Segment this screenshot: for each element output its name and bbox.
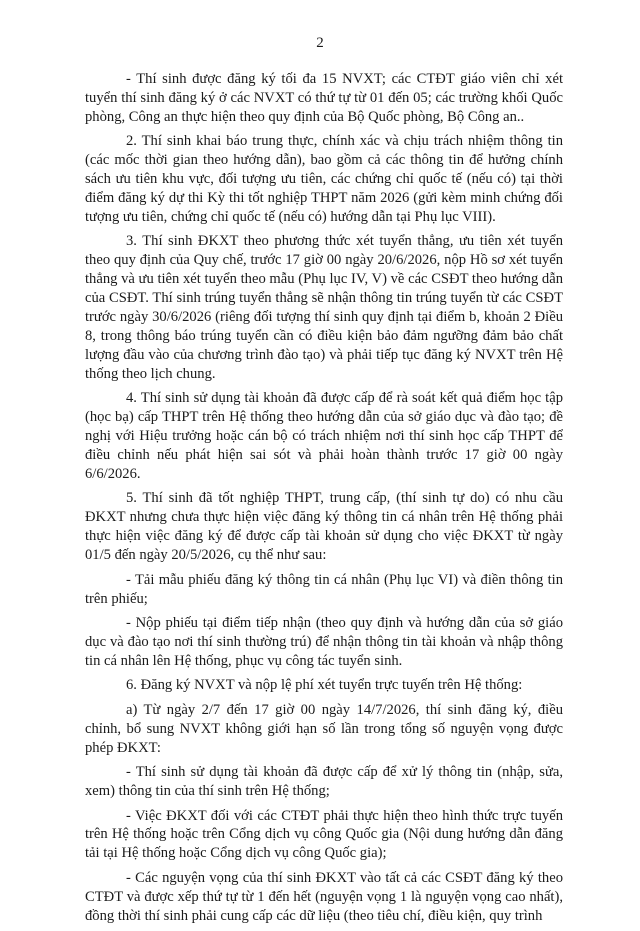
paragraph-item-5-submit-form: - Nộp phiếu tại điểm tiếp nhận (theo quy định và hướng dẫn của sở giáo dục và đào tạo nơi thí sinh thường trú) để nhận thông tin tài khoản và nhập thông tin cá nhân lên Hệ thống, phục vụ công tác tuyển sinh. [85, 615, 563, 669]
paragraph-item-6a: a) Từ ngày 2/7 đến 17 giờ 00 ngày 14/7/2026, thí sinh đăng ký, điều chỉnh, bổ sung NVXT không giới hạn số lần trong tổng số nguyện vọng được phép ĐKXT: [85, 701, 563, 756]
paragraph-nvxt-limit: - Thí sinh được đăng ký tối đa 15 NVXT; các CTĐT giáo viên chỉ xét tuyển thí sinh đăng ký ở các NVXT có thứ tự từ 01 đến 05; các trường khối Quốc phòng, Công an thực hiện theo quy định của Bộ Quốc phòng, Bộ Công an.. [85, 71, 563, 125]
page-number: 2 [316, 35, 324, 51]
paragraph-item-2: 2. Thí sinh khai báo trung thực, chính xác và chịu trách nhiệm thông tin (các mốc thời gian theo hướng dẫn), bao gồm cả các thông tin để hưởng chính sách ưu tiên khu vực, đối tượng ưu tiên, các chứng chỉ quốc tế (nếu có) tại thời điểm đăng ký dự thi Kỳ thi tốt nghiệp THPT năm 2026 (gửi kèm minh chứng đối tượng ưu tiên, chứng chỉ quốc tế (nếu có) hướng dẫn tại Phụ lục VIII). [85, 133, 563, 225]
paragraph-item-6a-online: - Việc ĐKXT đối với các CTĐT phải thực hiện theo hình thức trực tuyến trên Hệ thống hoặc trên Cổng dịch vụ công Quốc gia (Nội dung hướng dẫn đăng tải tại Hệ thống hoặc Cổng dịch vụ công Quốc gia); [85, 807, 563, 862]
paragraph-item-6a-ordering: - Các nguyện vọng của thí sinh ĐKXT vào tất cả các CSĐT đăng ký theo CTĐT và được xếp thứ tự từ 1 đến hết (nguyện vọng 1 là nguyện vọng cao nhất), đồng thời thí sinh phải cung cấp các dữ liệu (theo tiêu chí, điều kiện, quy trình [85, 869, 563, 924]
paragraph-item-6a-account: - Thí sinh sử dụng tài khoản đã được cấp để xử lý thông tin (nhập, sửa, xem) thông tin của thí sinh trên Hệ thống; [85, 764, 563, 800]
paragraph-item-3: 3. Thí sinh ĐKXT theo phương thức xét tuyển thẳng, ưu tiên xét tuyển theo quy định của Quy chế, trước 17 giờ 00 ngày 20/6/2026, nộp Hồ sơ xét tuyển thẳng và ưu tiên xét tuyển theo mẫu (Phụ lục IV, V) về các CSĐT theo hướng dẫn của CSĐT. Thí sinh trúng tuyển thẳng sẽ nhận thông tin trúng tuyển từ các CSĐT trước ngày 30/6/2026 (riêng đối tượng thí sinh quy định tại điểm b, khoản 2 Điều 8, trong thông báo trúng tuyển cần có điều kiện bảo đảm ngưỡng đảm bảo chất lượng đầu vào của chương trình đào tạo) và phải tiếp tục đăng ký NVXT trên Hệ thống theo lịch chung. [85, 233, 563, 382]
paragraph-item-6: 6. Đăng ký NVXT và nộp lệ phí xét tuyển trực tuyến trên Hệ thống: [126, 677, 523, 694]
paragraph-item-5-download-form: - Tải mẫu phiếu đăng ký thông tin cá nhân (Phụ lục VI) và điền thông tin trên phiếu; [85, 571, 563, 607]
document-body [85, 70, 563, 931]
paragraph-item-4: 4. Thí sinh sử dụng tài khoản đã được cấp để rà soát kết quả điểm học tập (học bạ) cấp THPT trên Hệ thống theo hướng dẫn của sở giáo dục và đào tạo; đề nghị với Hiệu trưởng hoặc cán bộ có trách nhiệm nơi thí sinh học cấp THPT để điều chỉnh nếu phát hiện sai sót và phải hoàn thành trước 17 giờ 00 ngày 6/6/2026. [85, 390, 563, 482]
paragraph-item-5: 5. Thí sinh đã tốt nghiệp THPT, trung cấp, (thí sinh tự do) có nhu cầu ĐKXT nhưng chưa thực hiện việc đăng ký thông tin cá nhân trên Hệ thống phải thực hiện việc đăng ký để được cấp tài khoản sử dụng cho việc ĐKXT từ ngày 01/5 đến ngày 20/5/2026, cụ thể như sau: [85, 490, 563, 564]
